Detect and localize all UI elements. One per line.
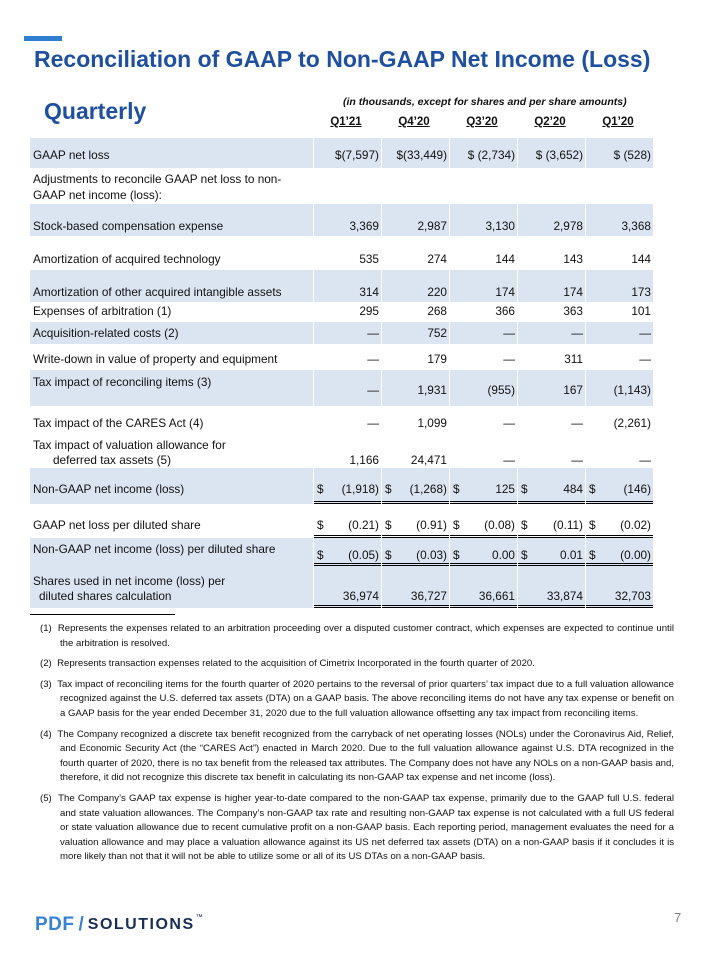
- cell-value: (0.00): [620, 548, 651, 562]
- table-row: [30, 432, 653, 468]
- table-cell: 174: [563, 285, 583, 299]
- column-divider: [517, 138, 518, 608]
- cell-value: (0.08): [484, 518, 515, 532]
- footnote-number: (5): [40, 792, 52, 804]
- footnote-text: Tax impact of reconciling items for the fourth quarter of 2020 pertains to the reversal of prior quarters’ tax impact due to a full valuation allowance recognized against the U.S. deferred tax assets (DTA) on a GAAP basis. The above reconciling items do not have any tax expense or benefit on a GAAP basis for the year ended December 31, 2020 due to the full valuation allowance offsetting any tax impact from reconciling items.: [57, 678, 674, 719]
- table-row: [30, 504, 653, 538]
- table-cell: 295: [359, 304, 379, 318]
- row-label-line: Tax impact of valuation allowance for: [33, 438, 226, 452]
- dollar-sign: $: [453, 548, 460, 562]
- table-cell: (955): [487, 383, 515, 397]
- cell-value: (0.05): [348, 548, 379, 562]
- table-cell: 144: [631, 252, 651, 266]
- row-label: Amortization of acquired technology: [33, 252, 221, 266]
- table-cell: [313, 468, 381, 504]
- table-cell: 535: [359, 252, 379, 266]
- dollar-sign: $: [589, 548, 596, 562]
- footnote-separator: [30, 614, 175, 615]
- table-cell: 101: [631, 304, 651, 318]
- cell-value: 0.01: [560, 548, 583, 562]
- cell-value: 484: [563, 482, 583, 496]
- table-cell: [517, 468, 585, 504]
- table-cell: —: [571, 416, 583, 430]
- column-divider: [381, 138, 382, 608]
- page-subtitle: Quarterly: [44, 98, 147, 124]
- table-cell: —: [367, 383, 379, 397]
- footnote-number: (1): [40, 623, 52, 634]
- dollar-sign: $: [521, 482, 528, 496]
- table-cell: [313, 538, 381, 566]
- table-cell: 144: [495, 252, 515, 266]
- table-cell: $ (528): [613, 148, 651, 162]
- table-cell: 167: [563, 383, 583, 397]
- footnote-number: (2): [40, 658, 52, 670]
- table-cell: 2,987: [417, 219, 447, 233]
- table-cell: 179: [427, 352, 447, 366]
- cell-value: (146): [623, 482, 651, 496]
- dollar-sign: $: [589, 482, 596, 496]
- page-number: 7: [674, 910, 682, 925]
- dollar-sign: $: [453, 482, 460, 496]
- table-cell: [313, 504, 381, 538]
- logo-text: PDF: [35, 914, 75, 935]
- cell-value: (0.02): [620, 518, 651, 532]
- table-cell: [585, 538, 653, 566]
- table-cell: [449, 538, 517, 566]
- column-divider: [585, 138, 586, 608]
- table-row: [30, 138, 653, 168]
- row-label: Write-down in value of property and equipment: [33, 352, 278, 366]
- table-cell: 174: [495, 285, 515, 299]
- table-cell: 143: [563, 252, 583, 266]
- dollar-sign: $: [521, 518, 528, 532]
- table-cell: —: [517, 432, 585, 469]
- table-cell: [585, 504, 653, 538]
- table-cell: 1,931: [417, 383, 447, 397]
- table-row: [30, 204, 653, 236]
- table-cell: —: [503, 326, 515, 340]
- table-cell: [381, 538, 449, 566]
- table-cell: 33,874: [517, 566, 585, 608]
- table-cell: 32,703: [585, 566, 653, 608]
- company-logo: [35, 914, 203, 936]
- row-label: Amortization of other acquired intangible assets: [33, 285, 282, 299]
- units-note: (in thousands, except for shares and per share amounts): [343, 96, 627, 108]
- table-cell: [585, 468, 653, 504]
- cell-value: 125: [495, 482, 515, 496]
- column-header: Q1’21: [330, 116, 362, 128]
- table-row: [30, 236, 653, 270]
- footnote-text: The Company recognized a discrete tax benefit recognized from the carryback of net operating losses (NOLs) under the Coronavirus Aid, Relief, and Economic Security Act (the “CARES Act”) enacted in March 2020. Due to the full valuation allowance against U.S. DTA recognized in the fourth quarter of 2020, there is no tax benefit from the released tax attributes. The Company does not have any NOLs on a non-GAAP basis and, therefore, it did not recognize this discrete tax benefit in calculating its non-GAAP tax expense and net income (loss).: [57, 728, 675, 784]
- row-label: Acquisition-related costs (2): [33, 326, 179, 340]
- footnote-text: The Company’s GAAP tax expense is higher year-to-date compared to the non-GAAP tax expense, primarily due to the GAAP full U.S. federal and state valuation allowances. The Company’s non-GAAP tax rate and resulting non-GAAP tax expense is not calculated with a full US federal or state valuation allowance due to recent cumulative profit on a non-GAAP basis. Each reporting period, management evaluates the need for a valuation allowance and may place a valuation allowance against its US net deferred tax assets (DTA) on a non-GAAP basis if it concludes it is more likely than not that it will not be able to utilize some or all of its US DTAs on a non-GAAP basis.: [58, 792, 674, 863]
- dollar-sign: $: [317, 548, 324, 562]
- table-cell: [449, 504, 517, 538]
- footnote-number: (4): [40, 728, 52, 740]
- dollar-sign: $: [317, 518, 324, 532]
- dollar-sign: $: [385, 518, 392, 532]
- table-row: [30, 406, 653, 432]
- footnote-number: (3): [40, 678, 52, 690]
- cell-value: (0.91): [416, 518, 447, 532]
- column-divider: [449, 138, 450, 608]
- cell-value: (1,918): [341, 482, 379, 496]
- column-header: Q4’20: [398, 116, 430, 128]
- table-cell: 24,471: [381, 432, 449, 469]
- table-cell: —: [367, 352, 379, 366]
- row-label: Expenses of arbitration (1): [33, 304, 172, 318]
- table-cell: [381, 504, 449, 538]
- table-cell: [517, 504, 585, 538]
- table-row: [30, 168, 653, 204]
- table-row: [30, 566, 653, 608]
- logo-slash: /: [78, 914, 84, 935]
- footnote: [40, 728, 674, 786]
- column-header: Q3’20: [466, 116, 498, 128]
- footnote: [40, 678, 674, 722]
- table-cell: [517, 538, 585, 566]
- row-label: Non-GAAP net income (loss): [33, 482, 185, 496]
- table-cell: —: [367, 326, 379, 340]
- table-cell: [449, 468, 517, 504]
- table-cell: 366: [495, 304, 515, 318]
- row-label: Tax impact of the CARES Act (4): [33, 416, 204, 430]
- table-cell: 314: [359, 285, 379, 299]
- table-row: [30, 370, 653, 406]
- row-label: GAAP net loss per diluted share: [33, 518, 201, 532]
- table-cell: —: [639, 326, 651, 340]
- table-cell: 3,368: [621, 219, 651, 233]
- row-label: Stock-based compensation expense: [33, 219, 224, 233]
- dollar-sign: $: [589, 518, 596, 532]
- row-label: Adjustments to reconcile GAAP net loss to non-GAAP net income (loss):: [33, 172, 282, 202]
- table-cell: $ (2,734): [467, 148, 515, 162]
- footnote: [40, 622, 674, 651]
- row-label-line: diluted shares calculation: [39, 589, 172, 603]
- page-title: Reconciliation of GAAP to Non-GAAP Net Income (Loss): [34, 46, 651, 72]
- accent-bar: [24, 36, 62, 41]
- table-row: [30, 538, 653, 566]
- row-label: GAAP net loss: [33, 148, 110, 162]
- table-row: [30, 270, 653, 302]
- row-label: Tax impact of reconciling items (3): [33, 375, 212, 389]
- table-cell: 3,130: [485, 219, 515, 233]
- table-cell: 220: [427, 285, 447, 299]
- table-cell: —: [503, 352, 515, 366]
- table-cell: —: [367, 416, 379, 430]
- table-cell: (2,261): [613, 416, 651, 430]
- dollar-sign: $: [385, 482, 392, 496]
- table-cell: —: [571, 326, 583, 340]
- table-cell: $(7,597): [335, 148, 379, 162]
- table-cell: 1,099: [417, 416, 447, 430]
- table-cell: —: [639, 352, 651, 366]
- table-cell: 1,166: [313, 432, 381, 469]
- logo-text: SOLUTIONS: [87, 916, 195, 933]
- footnote-text: Represents the expenses related to an arbitration proceeding over a disputed customer contract, which expenses are expected to continue until the arbitration is resolved.: [57, 623, 674, 649]
- table-row: [30, 468, 653, 504]
- cell-value: 0.00: [492, 548, 515, 562]
- trademark-symbol: ™: [195, 914, 203, 921]
- footnote: [40, 657, 674, 672]
- table-cell: (1,143): [613, 383, 651, 397]
- table-row: [30, 344, 653, 370]
- column-header: Q2’20: [534, 116, 566, 128]
- table-cell: —: [503, 416, 515, 430]
- table-cell: $ (3,652): [535, 148, 583, 162]
- table-cell: 752: [427, 326, 447, 340]
- table-cell: $(33,449): [396, 148, 447, 162]
- table-cell: [381, 468, 449, 504]
- table-cell: 268: [427, 304, 447, 318]
- row-label: Non-GAAP net income (loss) per diluted share: [33, 542, 276, 556]
- dollar-sign: $: [317, 482, 324, 496]
- table-cell: —: [449, 432, 517, 469]
- cell-value: (0.21): [348, 518, 379, 532]
- table-cell: 3,369: [349, 219, 379, 233]
- dollar-sign: $: [385, 548, 392, 562]
- table-cell: 2,978: [553, 219, 583, 233]
- footnote: [40, 792, 674, 865]
- reconciliation-table: [30, 138, 653, 608]
- table-cell: 274: [427, 252, 447, 266]
- cell-value: (0.11): [553, 518, 583, 532]
- column-header: Q1’20: [602, 116, 634, 128]
- table-cell: —: [585, 432, 653, 469]
- table-cell: 173: [631, 285, 651, 299]
- table-cell: 36,661: [449, 566, 517, 608]
- row-label: [30, 566, 313, 608]
- table-cell: 36,974: [313, 566, 381, 608]
- table-cell: 363: [563, 304, 583, 318]
- footnote-text: Represents transaction expenses related to the acquisition of Cimetrix Incorporated in the fourth quarter of 2020.: [57, 658, 535, 670]
- table-row: [30, 302, 653, 322]
- row-label: [30, 432, 313, 468]
- footnotes: [40, 622, 674, 871]
- table-cell: 311: [564, 352, 583, 366]
- column-divider: [313, 138, 314, 608]
- dollar-sign: $: [521, 548, 528, 562]
- table-row: [30, 322, 653, 344]
- table-cell: 36,727: [381, 566, 449, 608]
- dollar-sign: $: [453, 518, 460, 532]
- row-label-line: deferred tax assets (5): [53, 453, 172, 467]
- row-label-line: Shares used in net income (loss) per: [33, 574, 226, 588]
- cell-value: (1,268): [409, 482, 447, 496]
- cell-value: (0.03): [416, 548, 447, 562]
